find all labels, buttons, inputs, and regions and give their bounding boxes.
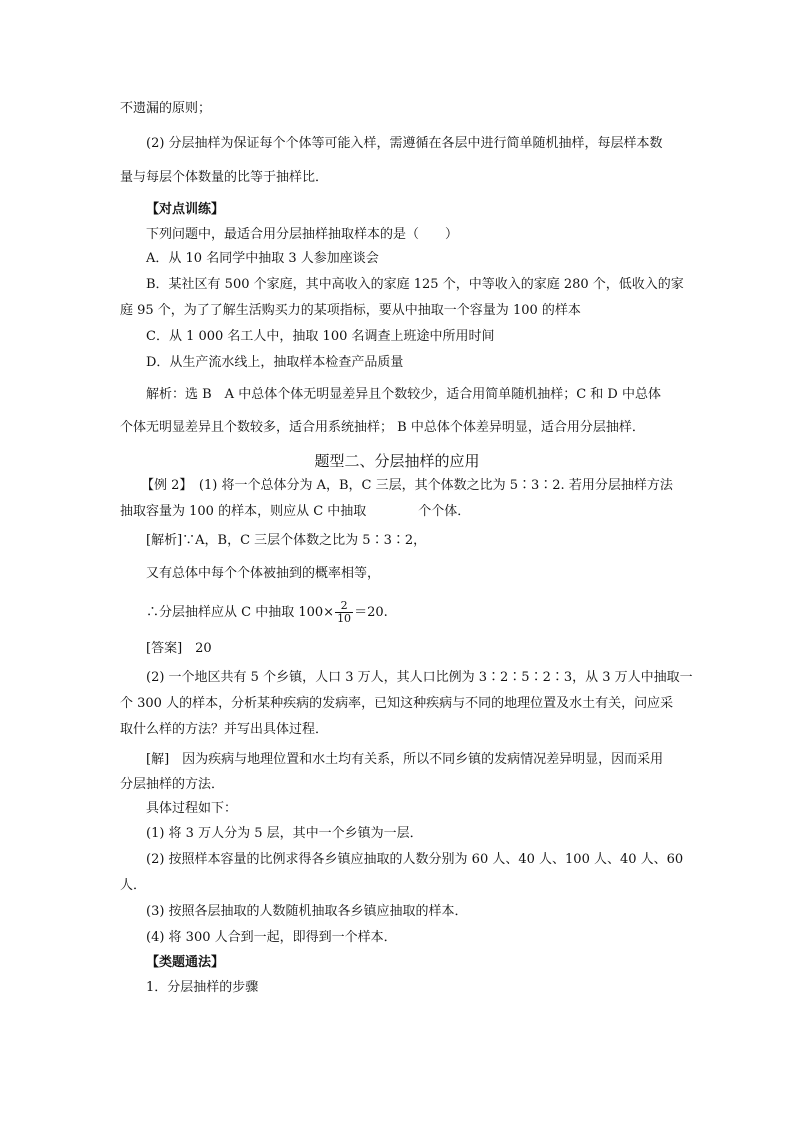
example-2-text-end: 个个体． [418,504,471,519]
solution-line: [解] 因为疾病与地理位置和水土均有关系，所以不同乡镇的发病情况差异明显，因而采用 [146,752,664,767]
example-2-part2-line: 取什么样的方法？并写出具体过程． [120,722,329,737]
step-line: (1) 将 3 万人分为 5 层，其中一个乡镇为一层． [146,826,423,841]
analysis-line: 解析：选 B A 中总体个体无明显差异且个数较少，适合用简单随机抽样；C 和 D 中总体 [146,387,661,402]
example-2-part2-line: 个 300 人的样本，分析某种疾病的发病率，已知这种疾病与不同的地理位置及水土有关，问应采 [120,696,674,711]
fraction [335,600,353,625]
step-line: (3) 按照各层抽取的人数随机抽取各乡镇应抽取的样本． [146,904,468,919]
text-line: (2) 分层抽样为保证每个个体等可能入样，需遵循在各层中进行简单随机抽样，每层样本数 [146,136,663,151]
option-d: D．从生产流水线上，抽取样本检查产品质量 [146,355,404,370]
solution-formula-line [146,600,388,625]
step-line-continued: 人． [120,878,147,893]
solution-line: 分层抽样的方法． [120,777,225,792]
example-2-text: 抽取容量为 100 的样本，则应从 C 中抽取 [120,504,367,519]
solution-line: 具体过程如下： [146,801,238,816]
text-line: 不遗漏的原则； [120,101,212,116]
formula-text: ∴分层抽样应从 C 中抽取 100× [146,605,335,620]
fraction-denominator: 10 [337,612,352,625]
question-stem: 下列问题中，最适合用分层抽样抽取样本的是（ ） [146,227,459,242]
solution-line: 又有总体中每个个体被抽到的概率相等， [146,566,381,581]
section-label-method: 【类题通法】 [146,955,225,970]
option-b: B．某社区有 500 个家庭，其中高收入的家庭 125 个，中等收入的家庭 280 个，低收入的家 [146,277,684,292]
solution-line: [解析]∵A，B，C 三层个体数之比为 5∶3∶2， [146,533,427,548]
example-2-part2-line: (2) 一个地区共有 5 个乡镇，人口 3 万人，其人口比例为 3∶2∶5∶2∶3，从 3 万人中抽取一 [146,670,693,685]
option-b-continued: 庭 95 个，为了了解生活购买力的某项指标，要从中抽取一个容量为 100 的样本 [120,303,581,318]
fraction-numerator: 2 [335,600,353,613]
section-heading: 题型二、分层抽样的应用 [314,452,480,470]
analysis-line: 个体无明显差异且个数较多，适合用系统抽样； B 中总体个体差异明显，适合用分层抽样． [120,420,645,435]
list-item: 1．分层抽样的步骤 [146,980,259,995]
option-a: A．从 10 名同学中抽取 3 人参加座谈会 [146,251,379,266]
example-2-line [120,503,470,521]
answer-line: [答案] 20 [146,641,212,656]
example-2-line: 【例 2】 (1) 将一个总体分为 A，B，C 三层，其个体数之比为 5∶3∶2. 若用分层抽样方法 [141,478,673,493]
formula-result: ＝20. [354,605,388,620]
text-line: 量与每层个体数量的比等于抽样比． [120,170,329,185]
section-label-practice: 【对点训练】 [146,202,225,217]
option-c: C．从 1 000 名工人中，抽取 100 名调查上班途中所用时间 [146,329,495,344]
step-line: (2) 按照样本容量的比例求得各乡镇应抽取的人数分别为 60 人、40 人、100 人、40 人、60 [146,852,684,867]
step-line: (4) 将 300 人合到一起，即得到一个样本． [146,930,397,945]
